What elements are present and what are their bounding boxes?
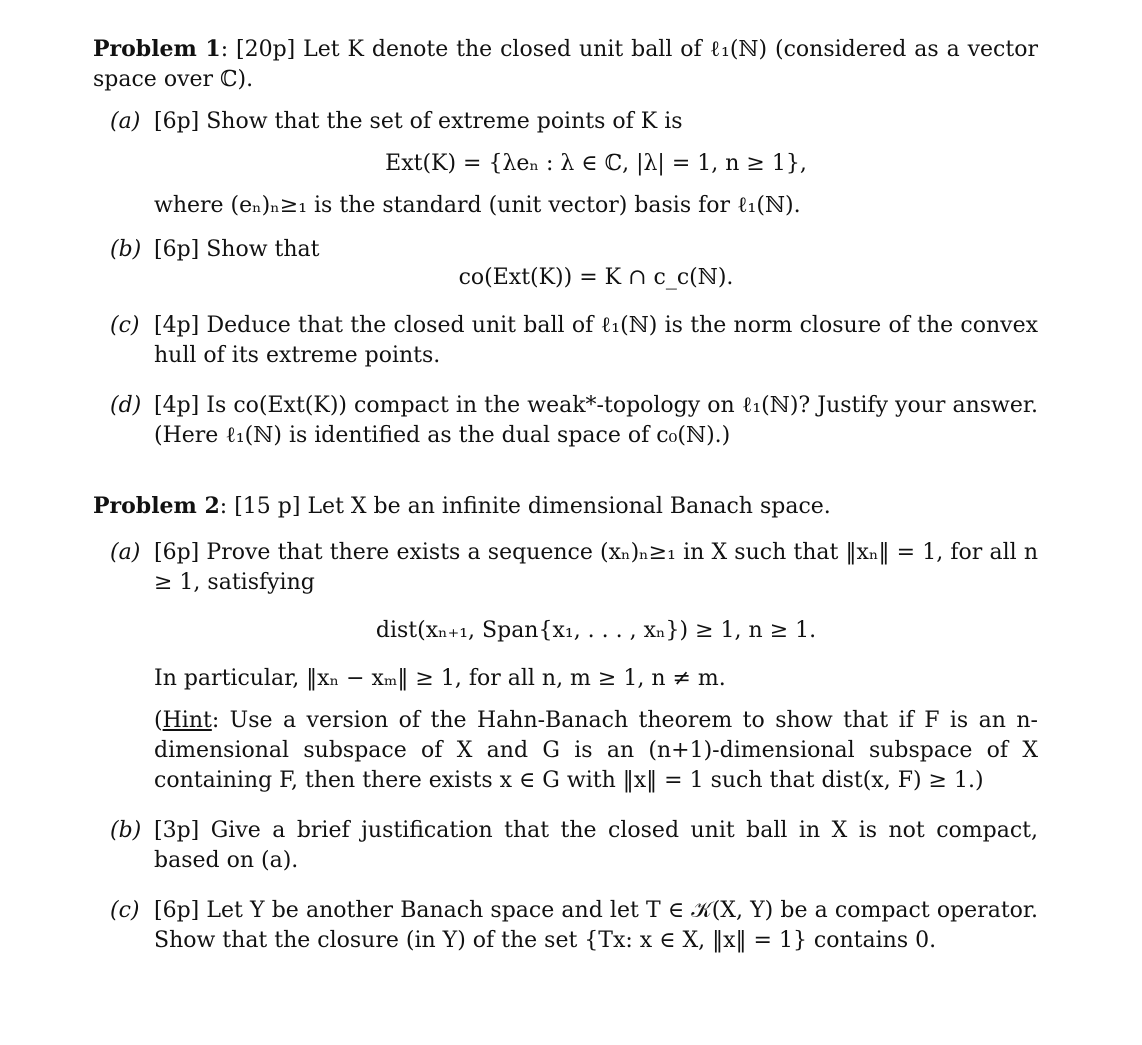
problem-points: : [20p]	[220, 37, 304, 62]
problem-1-part-b	[93, 235, 1038, 293]
problem-2	[93, 491, 1038, 956]
part-label: (d)	[110, 393, 142, 418]
problem-intro-text: Let X be an infinite dimensional Banach space.	[307, 494, 831, 519]
part-label: (a)	[110, 540, 141, 565]
part-text: [6p] Show that the set of extreme points of K is	[154, 109, 683, 134]
problem-points: : [15 p]	[219, 494, 308, 519]
problem-2-part-a	[93, 538, 1038, 796]
problem-1-intro	[93, 34, 1038, 95]
equation: co(Ext(K)) = K ∩ c_c(ℕ).	[458, 265, 734, 290]
problem-label: Problem 1	[93, 36, 221, 62]
hint-label: Hint	[162, 708, 212, 733]
part-text: [3p] Give a brief justification that the closed unit ball in X is not compact, based on (a).	[154, 818, 1038, 873]
hint-text: : Use a version of the Hahn-Banach theorem to show that if F is an n-dimensional subspace of X and G is an (n+1)-dimensional subspace of X containing F, then there exists x ∈ G with ‖x‖ = 1 such that dist(x, F) ≥ 1.)	[154, 708, 1038, 793]
part-text: [4p] Is co(Ext(K)) compact in the weak*-topology on ℓ₁(ℕ)? Justify your answer. (Here ℓ₁(ℕ) is identified as the dual space of c₀(ℕ).)	[154, 393, 1038, 448]
hint: (Hint: Use a version of the Hahn-Banach theorem to show that if F is an n-dimensional subspace of X and G is an (n+1)-dimensional subspace of X containing F, then there exists x ∈ G with ‖x‖ = 1 such that dist(x, F) ≥ 1.)	[154, 708, 1038, 793]
part-after-text: In particular, ‖xₙ − xₘ‖ ≥ 1, for all n, m ≥ 1, n ≠ m.	[154, 666, 726, 691]
problem-2-part-c	[93, 896, 1038, 956]
part-label: (a)	[110, 109, 141, 134]
problem-2-intro	[93, 491, 1038, 522]
part-label: (c)	[110, 898, 140, 923]
problem-2-part-b	[93, 816, 1038, 876]
part-label: (c)	[110, 313, 140, 338]
part-text: [6p] Let Y be another Banach space and let T ∈ 𝒦(X, Y) be a compact operator. Show that the closure (in Y) of the set {Tx: x ∈ X, ‖x‖ = 1} contains 0.	[154, 898, 1038, 953]
problem-1-part-a	[93, 107, 1038, 221]
problem-1	[93, 34, 1038, 451]
equation: dist(xₙ₊₁, Span{x₁, . . . , xₙ}) ≥ 1, n ≥ 1.	[375, 618, 817, 643]
problem-label: Problem 2	[93, 493, 220, 519]
problem-intro-text: Let K denote the closed unit ball of ℓ₁(ℕ) (considered as a vector space over ℂ).	[93, 37, 1038, 92]
part-text: [6p] Prove that there exists a sequence (xₙ)ₙ≥₁ in X such that ‖xₙ‖ = 1, for all n ≥ 1, satisfying	[154, 540, 1038, 595]
part-text: [4p] Deduce that the closed unit ball of ℓ₁(ℕ) is the norm closure of the convex hull of its extreme points.	[154, 313, 1038, 368]
equation: Ext(K) = {λeₙ : λ ∈ ℂ, |λ| = 1, n ≥ 1},	[385, 151, 807, 176]
problem-1-part-d	[93, 391, 1038, 451]
part-label: (b)	[110, 237, 142, 262]
part-label: (b)	[110, 818, 142, 843]
problem-1-part-c	[93, 311, 1038, 371]
part-after-text: where (eₙ)ₙ≥₁ is the standard (unit vector) basis for ℓ₁(ℕ).	[154, 193, 801, 218]
part-text: [6p] Show that	[154, 237, 320, 262]
